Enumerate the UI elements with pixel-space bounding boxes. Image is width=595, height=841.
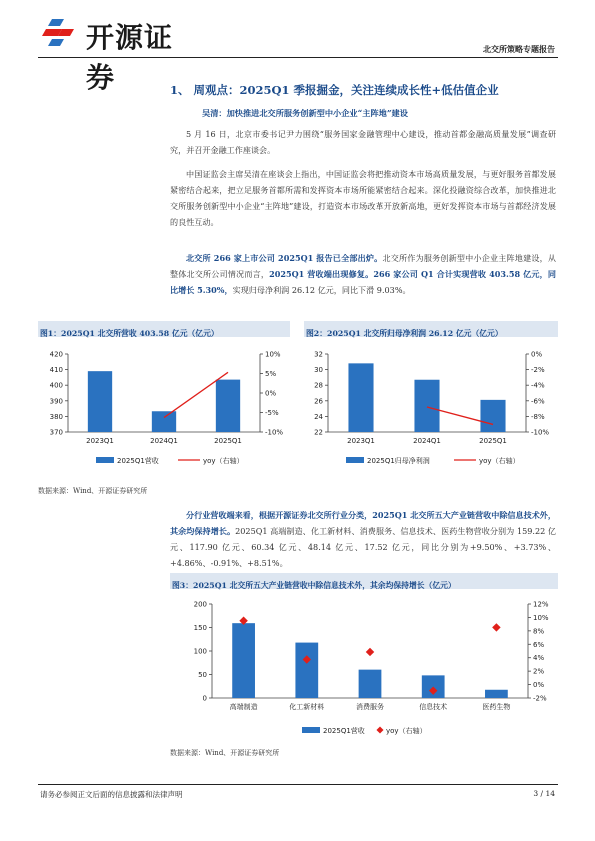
fig3-ytick-label: 50 [198,671,207,679]
section-title: 1、 周观点：2025Q1 季报掘金，关注连续成长性+低估值企业 [170,83,499,97]
fig1-y2tick-label: -5% [265,409,279,417]
fig1-ytick-label: 380 [49,412,63,421]
paragraph-3-bold-2: 2025Q1 营收端出现修复。266 家公司 Q1 合计实现营收 403.58 亿元，同比增长 5.30%， [170,269,556,295]
fig3-ytick-label: 150 [193,624,207,632]
fig3-legend-bar-label: 2025Q1营收 [323,727,365,735]
fig3-y2tick-label: 12% [533,600,549,609]
fig3-yoy-point [366,648,374,656]
source-note-2: 数据来源：Wind、开源证券研究所 [170,749,280,757]
page-number: 3 / 14 [533,789,555,798]
sub-title: 吴清：加快推进北交所服务创新型中小企业“主阵地”建设 [202,108,408,118]
paragraph-4-bold: 分行业营收端来看，根据开源证券北交所行业分类，2025Q1 北交所五大产业链营收中除信息技术外，其余均保持增长。 [170,510,556,536]
fig2-xtick-label: 2023Q1 [347,437,375,445]
fig3-xtick-label: 化工新材料 [289,703,325,711]
fig1-y2tick-label: -10% [265,428,284,437]
fig3-xtick-label: 高端制造 [229,703,258,711]
fig2-y2tick-label: -2% [531,366,545,375]
fig2-ytick-label: 28 [314,381,323,390]
fig1-legend-line-label: yoy（右轴） [203,457,244,465]
fig1-ytick-label: 410 [49,366,63,375]
fig3-y2tick-label: -2% [533,694,547,703]
figure-3-chart [170,594,558,740]
fig3-y2tick-label: 0% [533,681,545,690]
paragraph-1: 5 月 16 日，北京市委书记尹力围绕“服务国家金融管理中心建设，推动首都金融高质量发展”调查研究，并召开金融工作座谈会。 [170,129,556,155]
paragraph-3-text-2: 实现归母净利润 26.12 亿元，同比下滑 9.03%。 [232,285,411,295]
fig1-bar [216,380,240,432]
fig1-y2tick-label: 10% [265,350,281,359]
fig1-ytick-label: 400 [49,381,63,390]
figure-3-title-bar [170,573,558,589]
fig2-xtick-label: 2025Q1 [479,437,507,445]
paragraph-2: 中国证监会主席吴清在座谈会上指出，中国证监会将把推动资本市场高质量发展，与更好服务首都发展紧密结合起来，把立足服务首都所需和发挥资本市场所能紧密结合起来。深化投融资综合改革，加快推进北交所服务创新型中小企业“主阵地”建设，打造资本市场改革开放新高地，更好发挥资本市场与首都经济发展的良性互动。 [170,169,556,227]
logo-text: 开源证券 [86,21,174,94]
footer-disclaimer: 请务必参阅正文后面的信息披露和法律声明 [40,790,183,799]
figure-2-chart [304,342,558,474]
paragraph-3-bold-1: 北交所 266 家上市公司 2025Q1 报告已全部出炉。 [186,253,383,263]
figure-1-chart [38,342,290,474]
fig3-ytick-label: 200 [193,600,207,609]
fig3-xtick-label: 医药生物 [482,703,511,711]
source-note-1: 数据来源：Wind、开源证券研究所 [38,487,148,495]
fig3-y2tick-label: 2% [533,667,545,676]
fig1-legend-bar-label: 2025Q1营收 [117,457,159,465]
paragraph-4 [170,507,556,571]
fig3-y2tick-label: 6% [533,640,545,649]
fig3-bar [295,643,318,698]
fig2-xtick-label: 2024Q1 [413,437,441,445]
fig1-xtick-label: 2024Q1 [150,437,178,445]
fig2-legend-bar-label: 2025Q1归母净利润 [367,457,430,465]
fig1-ytick-label: 420 [49,350,63,359]
fig2-legend-bar-swatch [346,457,364,463]
logo [40,16,190,94]
fig1-y2tick-label: 0% [265,389,277,398]
fig1-bar [152,411,176,432]
fig2-ytick-label: 30 [314,366,323,375]
fig1-xtick-label: 2023Q1 [86,437,114,445]
fig2-y2tick-label: 0% [531,350,543,359]
fig3-xtick-label: 信息技术 [419,703,448,711]
fig2-ytick-label: 22 [314,428,323,437]
figure-2-title-bar [304,321,558,337]
fig3-xtick-label: 消费服务 [356,703,384,711]
report-type-label: 北交所策略专题报告 [483,44,555,54]
fig1-legend-bar-swatch [96,457,114,463]
figure-2-title: 图2：2025Q1 北交所归母净利润 26.12 亿元（亿元） [306,329,503,338]
fig3-legend-bar-swatch [302,727,320,733]
fig3-bar [232,623,255,698]
fig3-ytick-label: 100 [193,647,207,656]
fig2-ytick-label: 32 [314,350,323,359]
fig2-y2tick-label: -8% [531,412,545,421]
figure-1-title: 图1：2025Q1 北交所营收 403.58 亿元（亿元） [40,329,219,338]
fig2-bar [348,363,373,432]
fig2-y2tick-label: -4% [531,381,545,390]
fig1-ytick-label: 390 [49,397,63,406]
fig3-y2tick-label: 8% [533,627,545,636]
figure-3-title: 图3：2025Q1 北交所五大产业链营收中除信息技术外，其余均保持增长（亿元） [172,581,456,590]
fig3-y2tick-label: 10% [533,613,549,622]
fig2-bar [414,380,439,432]
fig3-yoy-point [492,623,500,631]
fig3-bar [485,690,508,698]
fig3-legend-point-label: yoy（右轴） [386,727,427,735]
fig2-bar [480,400,505,432]
paragraph-3 [170,250,556,298]
footer-divider [38,784,558,785]
fig1-y2tick-label: 5% [265,370,277,378]
fig3-legend-point-swatch [376,726,383,733]
fig2-ytick-label: 24 [314,412,323,421]
fig3-bar [359,670,382,698]
header-divider [38,57,558,58]
figure-1-title-bar [38,321,290,337]
paragraph-4-text: 2025Q1 高端制造、化工新材料、消费服务、信息技术、医药生物营收分别为 159.22 亿元、117.90 亿元、60.34 亿元、48.14 亿元、17.52 亿元，同比分别为+9.50%、+3.73%、+4.86%、-0.91%、+8.51%。 [170,526,556,568]
fig1-bar [88,371,112,432]
fig2-legend-line-label: yoy（右轴） [479,457,520,465]
paragraph-3-text-1: 北交所作为服务创新型中小企业主阵地建设，从整体北交所公司情况而言， [170,253,556,279]
fig3-y2tick-label: 4% [533,654,545,663]
fig2-y2tick-label: -6% [531,397,545,406]
fig3-ytick-label: 0 [202,694,207,703]
fig1-ytick-label: 370 [49,428,63,437]
logo-mark-icon [40,16,86,52]
fig2-ytick-label: 26 [314,397,323,406]
fig2-y2tick-label: -10% [531,428,550,437]
fig1-xtick-label: 2025Q1 [214,437,242,445]
